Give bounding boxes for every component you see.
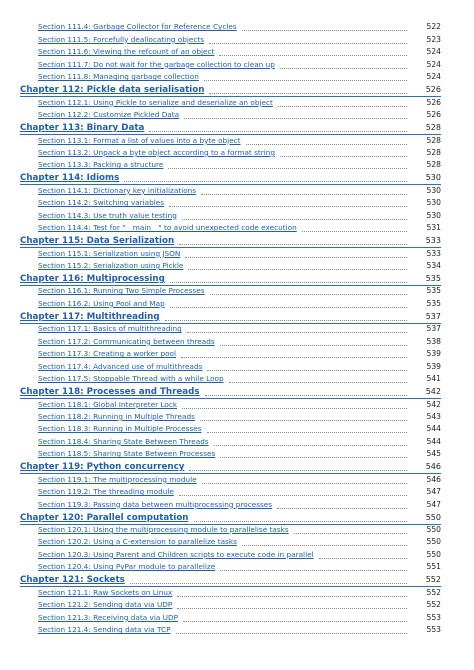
- section-title-link[interactable]: Section 120.1: Using the multiprocessing module to parallelise tasks: [38, 525, 289, 534]
- dot-leader: [124, 181, 407, 182]
- page-number: 547: [426, 499, 441, 509]
- section-title-link[interactable]: Section 121.3: Receiving data via UDP: [38, 612, 179, 622]
- dot-leader: [177, 596, 407, 597]
- page-number: 528: [426, 160, 441, 170]
- page-number: 523: [426, 34, 441, 44]
- section-title-link[interactable]: Section 111.7: Do not wait for the garbage collection to clean up: [38, 59, 275, 69]
- dot-leader: [280, 68, 407, 69]
- section-title-link[interactable]: Section 116.1: Running Two Simple Processes: [38, 286, 205, 296]
- table-of-contents: [0, 21, 474, 636]
- toc-section-entry[interactable]: [0, 348, 474, 360]
- toc-section-entry[interactable]: [0, 109, 474, 121]
- page-number: 530: [426, 198, 441, 208]
- section-title-link[interactable]: Section 111.4: Garbage Collector for Reference Cycles: [38, 22, 237, 32]
- toc-section-entry[interactable]: [0, 197, 474, 209]
- toc-section-entry[interactable]: [0, 335, 474, 347]
- toc-chapter-entry[interactable]: [0, 385, 474, 398]
- dot-leader: [182, 219, 407, 220]
- section-title-link[interactable]: Section 117.3: Creating a worker pool: [38, 349, 177, 359]
- page-number: 544: [426, 436, 441, 446]
- section-title-link[interactable]: Section 113.2: Unpack a byte object according to a format string: [38, 147, 276, 157]
- section-title-link[interactable]: Section 118.5: Sharing State Between Processes: [38, 449, 216, 459]
- page-number: 530: [426, 210, 441, 220]
- toc-section-entry[interactable]: [0, 373, 474, 385]
- toc-section-entry[interactable]: [0, 222, 474, 234]
- toc-section-entry[interactable]: [0, 96, 474, 108]
- toc-section-entry[interactable]: [0, 71, 474, 83]
- page-number: 553: [426, 625, 441, 635]
- section-title-link[interactable]: Section 120.3: Using Parent and Children scripts to execute code in parallel: [38, 549, 314, 559]
- dot-leader: [202, 483, 407, 484]
- section-title-link[interactable]: Section 120.2: Using a C-extension to parallelize tasks: [38, 537, 237, 547]
- page-number: 535: [426, 298, 441, 308]
- page-number: 539: [426, 361, 441, 371]
- dot-leader: [205, 395, 407, 396]
- toc-section-entry[interactable]: [0, 486, 474, 498]
- toc-chapter-entry[interactable]: [0, 83, 474, 96]
- toc-chapter-entry[interactable]: [0, 460, 474, 473]
- section-title-link[interactable]: Section 121.4: Sending data via TCP: [38, 625, 171, 635]
- toc-section-entry[interactable]: [0, 448, 474, 460]
- toc-section-entry[interactable]: [0, 147, 474, 159]
- page-number: 550: [425, 512, 441, 522]
- section-title-link[interactable]: Section 115.2: Serialization using Pickle: [38, 261, 184, 270]
- dot-leader: [177, 608, 407, 609]
- chapter-title-link[interactable]: Chapter 112: Pickle data serialisation: [20, 85, 205, 96]
- toc-section-entry[interactable]: [0, 323, 474, 335]
- chapter-title-link[interactable]: Chapter 121: Sockets: [20, 575, 125, 586]
- dot-leader: [170, 307, 407, 308]
- page-number: 542: [426, 399, 441, 409]
- section-title-link[interactable]: Section 112.1: Using Pickle to serialize and deserialize an object: [38, 97, 273, 107]
- section-title-link[interactable]: Section 118.3: Running in Multiple Processes: [38, 424, 202, 434]
- page-number: 550: [426, 525, 441, 534]
- toc-section-entry[interactable]: [0, 33, 474, 45]
- section-title-link[interactable]: Section 112.2: Customize Pickled Data: [38, 110, 180, 120]
- section-title-link[interactable]: Section 111.6: Viewing the refcount of an object: [38, 47, 215, 57]
- dot-leader: [278, 106, 407, 107]
- dot-leader: [170, 282, 407, 283]
- page-number: 530: [425, 173, 441, 183]
- dot-leader: [184, 118, 407, 119]
- section-title-link[interactable]: Section 114.3: Use truth value testing: [38, 210, 177, 220]
- dot-leader: [220, 570, 407, 571]
- page-number: 526: [425, 85, 441, 95]
- toc-section-entry[interactable]: [0, 58, 474, 70]
- page-number: 538: [426, 336, 441, 346]
- page-number: 552: [426, 600, 441, 610]
- toc-section-entry[interactable]: [0, 260, 474, 272]
- toc-section-entry[interactable]: [0, 548, 474, 560]
- page-number: 534: [426, 261, 441, 270]
- toc-chapter-entry[interactable]: [0, 272, 474, 285]
- toc-section-entry[interactable]: [0, 209, 474, 221]
- page-number: 537: [425, 311, 441, 321]
- toc-chapter-entry[interactable]: [0, 171, 474, 184]
- page-number: 524: [426, 72, 441, 82]
- page-number: 528: [426, 135, 441, 145]
- toc-chapter-entry[interactable]: [0, 121, 474, 134]
- dot-leader: [165, 320, 407, 321]
- section-title-link[interactable]: Section 111.5: Forcefully deallocating objects: [38, 34, 205, 44]
- toc-chapter-entry[interactable]: [0, 573, 474, 586]
- section-title-link[interactable]: Section 111.8: Managing garbage collection: [38, 72, 199, 82]
- toc-section-entry[interactable]: [0, 586, 474, 598]
- toc-section-entry[interactable]: [0, 46, 474, 58]
- section-title-link[interactable]: Section 114.2: Switching variables: [38, 198, 165, 208]
- dot-leader: [319, 558, 407, 559]
- section-title-link[interactable]: Section 114.1: Dictionary key initializations: [38, 185, 197, 195]
- toc-section-entry[interactable]: [0, 159, 474, 171]
- dot-leader: [179, 495, 407, 496]
- section-title-link[interactable]: Section 119.1: The multiprocessing module: [38, 474, 197, 484]
- section-title-link[interactable]: Section 117.4: Advanced use of multithreads: [38, 361, 203, 371]
- page-number: 530: [426, 185, 441, 195]
- section-title-link[interactable]: Section 114.4: Test for "__main__" to avoid unexpected code execution: [38, 223, 297, 233]
- page-number: 546: [425, 462, 441, 472]
- page-number: 535: [425, 274, 441, 283]
- section-title-link[interactable]: Section 121.1: Raw Sockets on Linux: [38, 587, 173, 597]
- toc-section-entry[interactable]: [0, 285, 474, 297]
- section-title-link[interactable]: Section 117.1: Basics of multithreading: [38, 324, 182, 334]
- page-number: 528: [426, 147, 441, 157]
- page-number: 524: [426, 59, 441, 69]
- toc-section-entry[interactable]: [0, 435, 474, 447]
- chapter-title-link[interactable]: Chapter 114: Idioms: [20, 173, 120, 184]
- dot-leader: [220, 345, 407, 346]
- chapter-title-link[interactable]: Chapter 120: Parallel computation: [20, 512, 189, 523]
- chapter-title-link[interactable]: Chapter 118: Processes and Threads: [20, 387, 200, 398]
- dot-leader: [176, 633, 408, 634]
- dot-leader: [149, 131, 407, 132]
- chapter-title-link[interactable]: Chapter 116: Multiprocessing: [20, 274, 165, 284]
- section-title-link[interactable]: Section 115.1: Serialization using JSON: [38, 248, 181, 258]
- page-number: 541: [426, 374, 441, 384]
- dot-leader: [280, 156, 407, 157]
- dot-leader: [207, 370, 407, 371]
- dot-leader: [294, 533, 407, 534]
- section-title-link[interactable]: Section 117.5: Stoppable Thread with a while Loop: [38, 374, 224, 384]
- page-number: 526: [426, 97, 441, 107]
- page-number: 543: [426, 411, 441, 421]
- section-title-link[interactable]: Section 120.4: Using PyPar module to parallelize: [38, 562, 216, 572]
- page-number: 544: [426, 424, 441, 434]
- toc-section-entry[interactable]: [0, 561, 474, 573]
- dot-leader: [207, 432, 407, 433]
- chapter-title-link[interactable]: Chapter 115: Data Serialization: [20, 236, 175, 247]
- toc-section-entry[interactable]: [0, 184, 474, 196]
- section-title-link[interactable]: Section 117.2: Communicating between threads: [38, 336, 215, 346]
- section-title-link[interactable]: Section 113.3: Packing a structure: [38, 160, 164, 170]
- toc-section-entry[interactable]: [0, 247, 474, 259]
- dot-leader: [214, 445, 407, 446]
- page-number: 539: [426, 349, 441, 359]
- toc-section-entry[interactable]: [0, 524, 474, 536]
- chapter-title-link[interactable]: Chapter 117: Multithreading: [20, 311, 160, 322]
- chapter-title-link[interactable]: Chapter 113: Binary Data: [20, 123, 145, 134]
- page-number: 533: [425, 236, 441, 246]
- page-number: 533: [426, 248, 441, 258]
- dot-leader: [179, 244, 407, 245]
- page-number: 524: [426, 47, 441, 57]
- page-number: 537: [426, 324, 441, 334]
- dot-leader: [130, 583, 407, 584]
- dot-leader: [242, 545, 407, 546]
- dot-leader: [246, 144, 407, 145]
- toc-section-entry[interactable]: [0, 398, 474, 410]
- page-number: 526: [426, 110, 441, 120]
- toc-chapter-entry[interactable]: [0, 310, 474, 323]
- page-number: 522: [426, 22, 441, 32]
- dot-leader: [209, 43, 407, 44]
- dot-leader: [242, 30, 407, 31]
- dot-leader: [200, 420, 407, 421]
- section-title-link[interactable]: Section 119.2: The threading module: [38, 487, 174, 497]
- toc-chapter-entry[interactable]: [0, 234, 474, 247]
- dot-leader: [185, 257, 407, 258]
- dot-leader: [183, 621, 407, 622]
- dot-leader: [220, 457, 407, 458]
- toc-section-entry[interactable]: [0, 611, 474, 623]
- section-title-link[interactable]: Section 118.2: Running in Multiple Threads: [38, 411, 195, 421]
- chapter-title-link[interactable]: Chapter 119: Python concurrency: [20, 462, 185, 473]
- toc-section-entry[interactable]: [0, 536, 474, 548]
- section-title-link[interactable]: Section 118.4: Sharing State Between Threads: [38, 436, 209, 446]
- page-number: 552: [426, 587, 441, 597]
- page-number: 552: [425, 575, 441, 585]
- section-title-link[interactable]: Section 118.1: Global Interpreter Lock: [38, 399, 178, 409]
- dot-leader: [182, 408, 407, 409]
- dot-leader: [209, 93, 407, 94]
- page-number: 546: [426, 474, 441, 484]
- dot-leader: [277, 508, 407, 509]
- section-title-link[interactable]: Section 119.3: Passing data between multiprocessing processes: [38, 499, 273, 509]
- dot-leader: [188, 269, 407, 270]
- page-number: 528: [425, 123, 441, 133]
- dot-leader: [201, 194, 407, 195]
- page-number: 531: [426, 223, 441, 233]
- page-number: 553: [426, 612, 441, 622]
- dot-leader: [187, 332, 407, 333]
- toc-section-entry[interactable]: [0, 360, 474, 372]
- toc-section-entry[interactable]: [0, 473, 474, 485]
- toc-section-entry[interactable]: [0, 498, 474, 510]
- dot-leader: [302, 231, 407, 232]
- dot-leader: [168, 168, 407, 169]
- section-title-link[interactable]: Section 121.2: Sending data via UDP: [38, 600, 173, 610]
- toc-section-entry[interactable]: [0, 599, 474, 611]
- dot-leader: [189, 470, 407, 471]
- toc-section-entry[interactable]: [0, 134, 474, 146]
- toc-section-entry[interactable]: [0, 411, 474, 423]
- dot-leader: [229, 382, 407, 383]
- dot-leader: [181, 357, 407, 358]
- section-title-link[interactable]: Section 113.1: Format a list of values into a byte object: [38, 135, 241, 145]
- toc-section-entry[interactable]: [0, 423, 474, 435]
- dot-leader: [210, 294, 407, 295]
- toc-section-entry[interactable]: [0, 624, 474, 636]
- page-number: 542: [425, 387, 441, 397]
- dot-leader: [204, 80, 407, 81]
- dot-leader: [194, 521, 408, 522]
- page-number: 550: [426, 537, 441, 547]
- dot-leader: [219, 55, 407, 56]
- toc-chapter-entry[interactable]: [0, 511, 474, 524]
- page-number: 550: [426, 549, 441, 559]
- page-number: 535: [426, 286, 441, 296]
- page-number: 547: [426, 487, 441, 497]
- section-title-link[interactable]: Section 116.2: Using Pool and Map: [38, 298, 165, 308]
- toc-section-entry[interactable]: [0, 21, 474, 33]
- toc-section-entry[interactable]: [0, 297, 474, 309]
- dot-leader: [169, 206, 407, 207]
- page-number: 545: [426, 449, 441, 459]
- page-number: 551: [426, 562, 441, 572]
